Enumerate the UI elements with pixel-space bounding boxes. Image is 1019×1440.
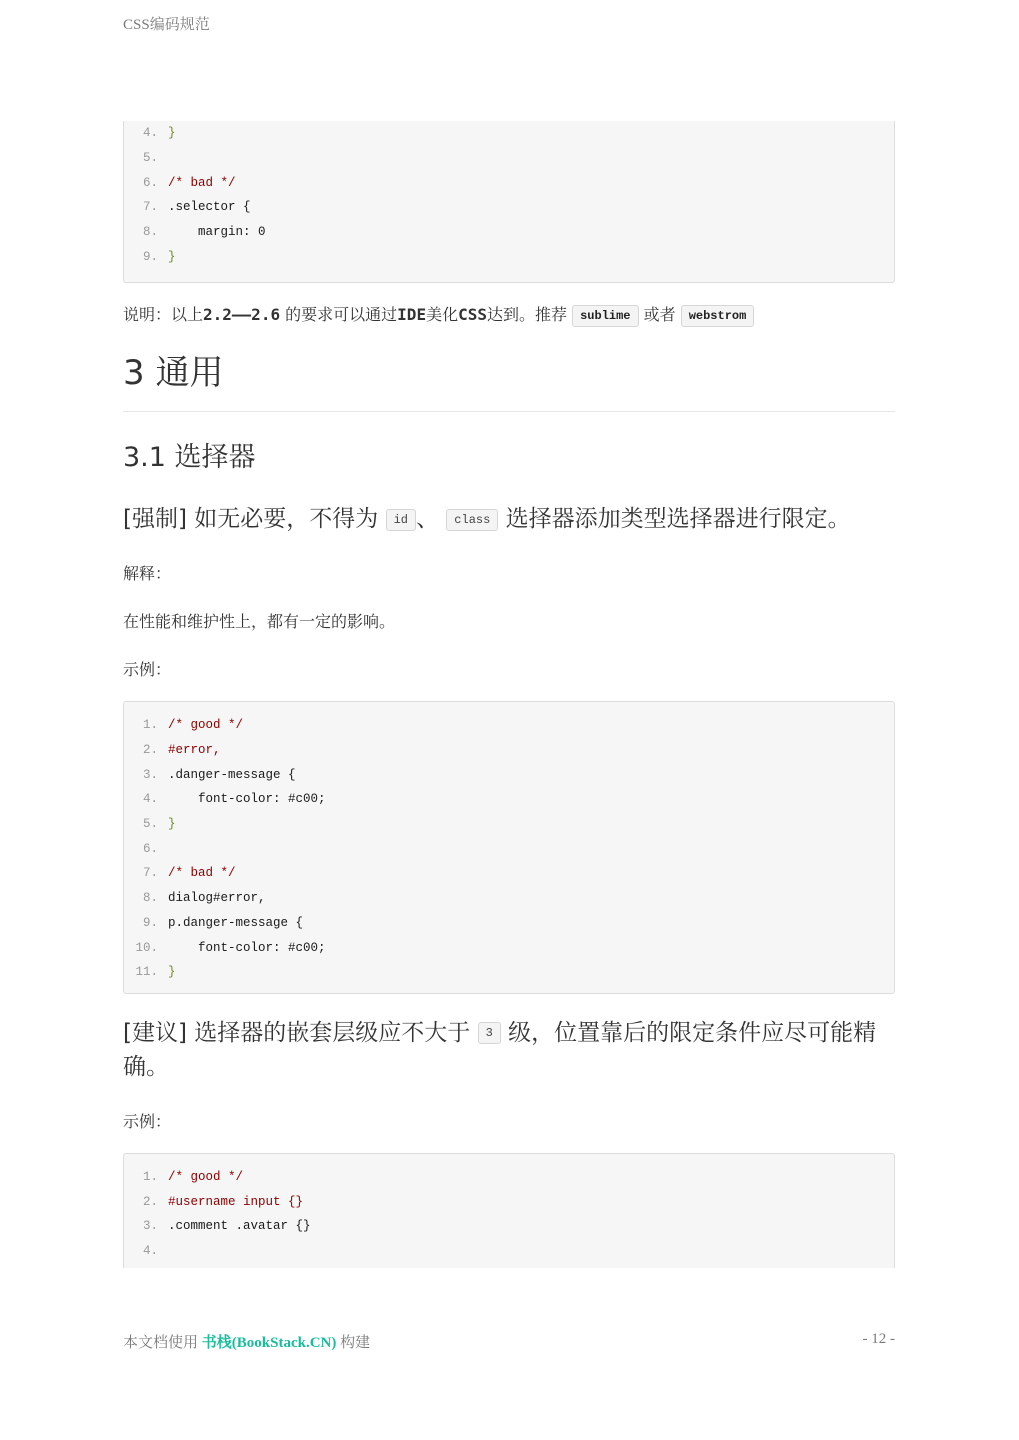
- line-number: 6.: [142, 175, 158, 190]
- line-number: 1.: [142, 718, 158, 733]
- note-prefix: 说明：以上: [123, 305, 204, 324]
- explain-label: 解释：: [123, 564, 172, 583]
- line-number: 7.: [142, 866, 158, 881]
- note-paragraph: [123, 303, 895, 327]
- line-number: 10.: [135, 940, 158, 955]
- code-text: .danger-message {: [168, 767, 296, 782]
- rule-heading: [123, 502, 895, 536]
- code-line: [124, 960, 894, 985]
- footer-prefix: 本文档使用: [123, 1335, 202, 1351]
- rule-separator: 、: [415, 506, 447, 532]
- code-line: [124, 170, 894, 195]
- code-text: }: [168, 126, 176, 141]
- note-or: 或者: [638, 305, 681, 324]
- footer-credit: [123, 1331, 370, 1352]
- code-line: [124, 836, 894, 861]
- note-middle: 的要求可以通过: [280, 305, 398, 324]
- rule-prefix: [强制] 如无必要，不得为: [123, 506, 386, 532]
- line-number: 3.: [142, 1219, 158, 1234]
- note-css: CSS: [458, 305, 487, 324]
- line-number: 11.: [135, 965, 158, 980]
- rule-prefix: [建议] 选择器的嵌套层级应不大于: [123, 1019, 478, 1046]
- line-number: 5.: [142, 817, 158, 832]
- code-line: [124, 935, 894, 960]
- code-block: [123, 121, 895, 283]
- code-line: [124, 1189, 894, 1214]
- code-text: .comment .avatar {}: [168, 1219, 311, 1234]
- inline-code-class: class: [446, 509, 498, 531]
- line-number: 4.: [142, 1243, 158, 1258]
- inline-code-sublime: sublime: [572, 305, 638, 327]
- line-number: 6.: [142, 841, 158, 856]
- note-middle: 美化: [426, 305, 459, 324]
- code-text: .selector {: [168, 200, 251, 215]
- line-number: 2.: [142, 743, 158, 758]
- code-line: [124, 738, 894, 763]
- code-text: font-color: #c00;: [168, 792, 326, 807]
- page-header-title: CSS编码规范: [123, 17, 210, 33]
- section-heading: 3 通用: [123, 349, 895, 412]
- code-text: }: [168, 249, 176, 264]
- code-text: /* good */: [168, 1169, 244, 1184]
- line-number: 4.: [142, 792, 158, 807]
- code-text: }: [168, 965, 176, 980]
- code-text: /* bad */: [168, 175, 236, 190]
- code-line: [124, 713, 894, 738]
- code-text: /* bad */: [168, 866, 236, 881]
- document-content: [123, 121, 895, 1268]
- note-ide: IDE: [397, 305, 427, 324]
- code-block: [123, 1153, 895, 1268]
- code-text: }: [168, 817, 176, 832]
- example-label: 示例：: [123, 1111, 172, 1131]
- code-line: [124, 1239, 894, 1264]
- code-line: [124, 195, 894, 220]
- rule-suffix: 选择器添加类型选择器进行限定。: [498, 506, 851, 532]
- code-line: [124, 220, 894, 245]
- example-label: 示例：: [123, 660, 172, 679]
- code-text: #username input {}: [168, 1194, 304, 1209]
- footer-link[interactable]: 书栈(BookStack.CN): [201, 1335, 337, 1351]
- footer-suffix: 构建: [336, 1335, 371, 1351]
- code-line: [124, 1165, 894, 1190]
- inline-code-id: id: [386, 509, 416, 531]
- code-line: [124, 787, 894, 812]
- page-footer: [123, 1331, 895, 1352]
- code-line: [124, 911, 894, 936]
- rule-heading: [123, 1016, 895, 1084]
- line-number: 2.: [142, 1194, 158, 1209]
- line-number: 3.: [142, 767, 158, 782]
- line-number: 9.: [142, 249, 158, 264]
- rule-suffix: 级，位置靠后的限定条件应尽可能精确。: [123, 1019, 877, 1080]
- code-text: p.danger-message {: [168, 915, 304, 930]
- code-line: [124, 861, 894, 886]
- page-number: - 12 -: [862, 1331, 895, 1347]
- code-line: [124, 1214, 894, 1239]
- code-line: [124, 244, 894, 269]
- code-text: margin: 0: [168, 225, 266, 240]
- explain-text: 在性能和维护性上，都有一定的影响。: [123, 612, 396, 631]
- line-number: 7.: [142, 200, 158, 215]
- line-number: 4.: [142, 126, 158, 141]
- code-text: /* good */: [168, 718, 244, 733]
- line-number: 5.: [142, 151, 158, 166]
- code-line: [124, 121, 894, 146]
- code-line: [124, 886, 894, 911]
- code-block: [123, 701, 895, 994]
- code-line: [124, 762, 894, 787]
- note-range: 2.2——2.6: [203, 305, 281, 324]
- code-text: dialog#error,: [168, 891, 266, 906]
- code-line: [124, 812, 894, 837]
- code-text: #error,: [168, 743, 221, 758]
- note-middle: 达到。推荐: [487, 305, 573, 324]
- line-number: 8.: [142, 891, 158, 906]
- code-text: font-color: #c00;: [168, 940, 326, 955]
- inline-code-webstrom: webstrom: [681, 305, 755, 327]
- subsection-heading: 3.1 选择器: [123, 442, 256, 473]
- line-number: 9.: [142, 915, 158, 930]
- line-number: 1.: [142, 1169, 158, 1184]
- line-number: 8.: [142, 225, 158, 240]
- inline-code-level: 3: [478, 1022, 501, 1044]
- code-line: [124, 146, 894, 171]
